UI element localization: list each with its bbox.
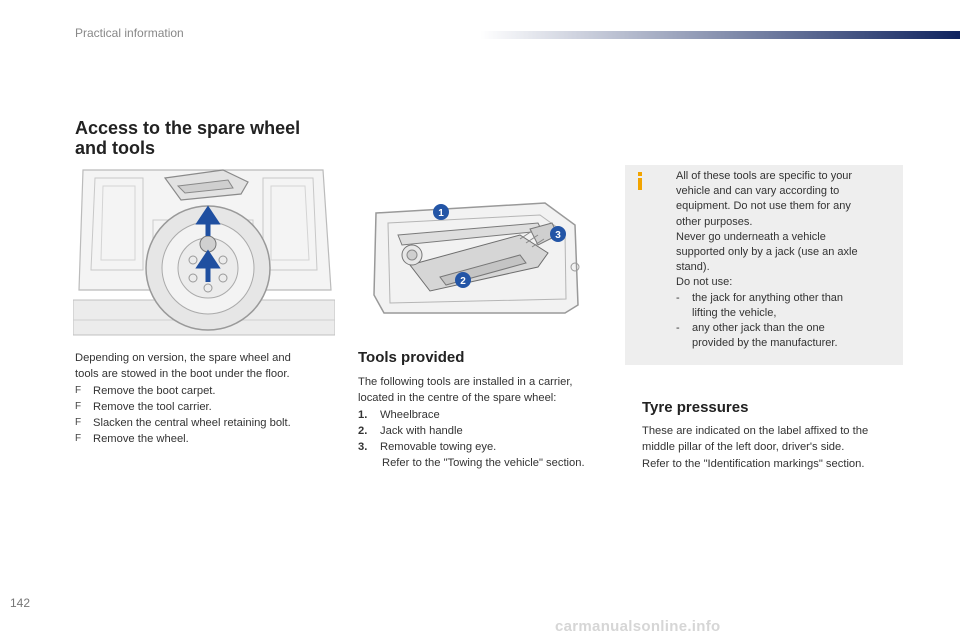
list-item: 3. Removable towing eye. bbox=[358, 441, 497, 454]
list-item: F Slacken the central wheel retaining bolt. bbox=[75, 415, 335, 431]
intro-line-2: tools are stowed in the boot under the floor. bbox=[75, 368, 290, 381]
callout-3-label: 3 bbox=[555, 230, 561, 241]
tools-list bbox=[358, 407, 618, 456]
intro-line-1: Depending on version, the spare wheel and bbox=[75, 352, 291, 364]
spare-wheel-illustration bbox=[73, 160, 335, 340]
list-item: - the jack for anything other than lifting the vehicle, bbox=[676, 291, 844, 319]
page-number: 142 bbox=[10, 596, 31, 610]
page-title-line-1: Access to the spare wheel bbox=[75, 118, 301, 138]
list-item: - any other jack than the one provided by the manufacturer. bbox=[676, 322, 838, 350]
towing-reference: Refer to the "Towing the vehicle" section. bbox=[382, 457, 585, 470]
bullet-icon: F bbox=[75, 384, 82, 396]
bullet-icon: F bbox=[75, 400, 82, 412]
tools-desc-line-1: The following tools are installed in a carrier, bbox=[358, 376, 573, 388]
list-item: F Remove the tool carrier. bbox=[75, 399, 335, 415]
tools-desc-line-2: located in the centre of the spare wheel: bbox=[358, 392, 557, 405]
tyres-heading: Tyre pressures bbox=[642, 399, 749, 416]
page-title-line-2: and tools bbox=[75, 138, 155, 158]
callout-2-label: 2 bbox=[460, 276, 466, 287]
tyres-text: These are indicated on the label affixed to the middle pillar of the left door, driver's side. Refer to the "Identification markings" section. bbox=[642, 425, 869, 470]
callout-1-label: 1 bbox=[438, 208, 444, 219]
info-box bbox=[625, 165, 903, 365]
list-item: 1. Wheelbrace bbox=[358, 408, 440, 421]
tool-carrier-illustration bbox=[370, 195, 595, 325]
tools-text bbox=[358, 374, 618, 472]
header-bar bbox=[480, 31, 960, 39]
list-item: F Remove the wheel. bbox=[75, 431, 335, 447]
watermark: carmanualsonline.info bbox=[555, 618, 721, 635]
list-item: 2. Jack with handle bbox=[358, 424, 463, 437]
intro-text bbox=[75, 350, 335, 448]
section-title: Practical information bbox=[75, 26, 184, 40]
info-icon bbox=[634, 171, 646, 191]
step-list bbox=[75, 383, 335, 448]
page-title bbox=[75, 118, 355, 158]
bullet-icon: F bbox=[75, 417, 82, 429]
info-text: All of these tools are specific to your vehicle and can vary according to equipment. Do not use them for any other purposes. Never go underneath a vehicle supported only by a jack (use an axle stand). Do not use: - the jack for anything other than lifting the vehicle, - any other jack than the one provided by the manufacturer. bbox=[676, 169, 901, 351]
list-item: F Remove the boot carpet. bbox=[75, 383, 335, 399]
bullet-icon: F bbox=[75, 433, 82, 445]
tools-heading: Tools provided bbox=[358, 349, 465, 366]
